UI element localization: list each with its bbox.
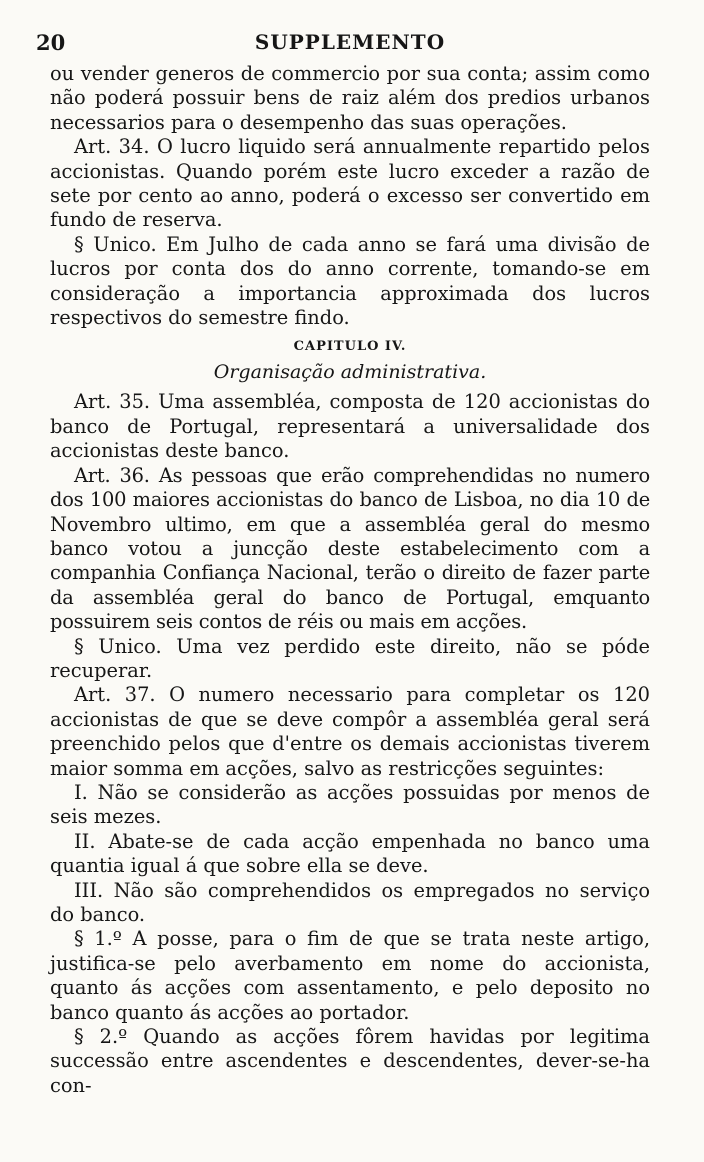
running-head: SUPPLEMENTO [254,30,446,54]
book-page [36,30,650,1098]
page-number: 20 [36,30,66,55]
article-37: Art. 37. O numero necessario para completar os 120 accionistas de que se deve compôr a assembléa geral será preenchido pelos que d'entre os demais accionistas tiverem maior somma em acções, salvo as restricções seguintes: [50,683,650,780]
article-34: Art. 34. O lucro liquido será annualmente repartido pelos accionistas. Quando porém este lucro exceder a razão de sete por cento ao anno, poderá o excesso ser convertido em fundo de reserva. [50,135,650,232]
restriction-i: I. Não se considerão as acções possuidas por menos de seis mezes. [50,780,650,829]
page-body [50,62,650,1098]
article-35: Art. 35. Uma assembléa, composta de 120 accionistas do banco de Portugal, representará a universalidade dos accionistas deste banco. [50,390,650,463]
article-34-unico: § Unico. Em Julho de cada anno se fará uma divisão de lucros por conta dos do anno corrente, tomando-se em consideração a importancia approximada dos lucros respectivos do semestre findo. [50,232,650,330]
section-title: Organisação administrativa. [213,361,487,384]
article-36: Art. 36. As pessoas que erão comprehendidas no numero dos 100 maiores accionistas do banco de Lisboa, no dia 10 de Novembro ultimo, em que a assembléa geral do mesmo banco votou a juncção deste estabelecimento com a companhia Confiança Nacional, terão o direito de fazer parte da assembléa geral do banco de Portugal, emquanto possuirem seis contos de réis ou mais em acções. [50,463,650,634]
article-36-unico: § Unico. Uma vez perdido este direito, não se póde recuperar. [50,634,650,682]
chapter-heading: CAPITULO IV. [293,339,407,355]
restriction-iii: III. Não são comprehendidos os empregados no serviço do banco. [50,878,650,926]
article-37-paragraph-1: § 1.º A posse, para o fim de que se trata neste artigo, justifica-se pelo averbamento em nome do accionista, quanto ás acções com assentamento, e pelo deposito no banco quanto ás acções ao portador. [50,927,650,1024]
paragraph-continuation: ou vender generos de commercio por sua conta; assim como não poderá possuir bens de raiz além dos predios urbanos necessarios para o desempenho das suas operações. [50,62,650,134]
restriction-ii: II. Abate-se de cada acção empenhada no banco uma quantia igual á que sobre ella se deve. [50,829,650,878]
page-header [36,30,650,62]
article-37-paragraph-2: § 2.º Quando as acções fôrem havidas por legitima successão entre ascendentes e descendentes, dever-se-ha con- [50,1025,650,1097]
